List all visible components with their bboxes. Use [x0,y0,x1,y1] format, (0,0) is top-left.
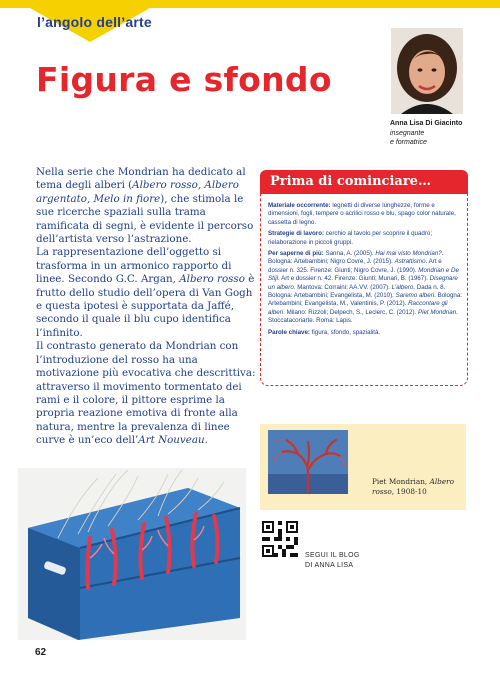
painting-image [268,430,348,494]
painting-caption [372,477,464,497]
bibliography-entry [268,250,462,326]
materials-entry [268,202,462,227]
section-label: l’angolo dell’arte [37,14,152,30]
page-title: Figura e sfondo [36,60,332,99]
materials-text: legnetti di diverse lunghezze, forme e dimensioni, fogli, tempere o acrilici rosso e blu, spago color naturale, cassetta di legno. [268,202,456,226]
sculpture-photo [18,468,246,640]
keywords-entry [268,329,462,337]
bibliography-text: Sanna, A. (2005). Hai mai visto Mondrian?. Bologna: Artebambini; Nigro Covre, J. (2015). Astrattismo. Art e dossier n. 325. Firenze: Giunti; Nigro Covre, J. (1990). Mondrian e De Stijl. Art e dossier n. 42. Firenze: Giunti; Munari, B. (1967). Disegnare un albero. Mantova: Corraini; AA.VV. (2007). L’albero. Dada n. 8. Bologna: Artebambini; Evangelista, M. (2010). Saremo alberi. Bologna: Artebambini; Evangelista, M., Valentinis, P. (2012). Raccontare gli alberi. Milano: Rizzoli; Delpech, S., Leclerc, C. (2012). Piet Mondrian. Stoccatacoriarte. Roma: Lapis. [268,250,463,325]
qr-code[interactable] [262,521,298,557]
caption-title: Albero rosso [372,477,455,496]
blog-line1: SEGUI IL BLOG [305,552,360,559]
author-role-line2: e formatrice [390,139,427,146]
info-box-body [268,202,462,340]
author-role-line1: insegnante [390,130,425,137]
article-paragraph: Nella serie che Mondrian ha dedicato al tema degli alberi (Albero rosso, Albero argentato, Melo in fiore), che stimola le sue ricerche spaziali sulla trama ramificata di segni, è evidente il percorso dell’artista verso l’astrazione. [36,166,254,246]
author-photo [391,28,463,114]
article-paragraph: La rappresentazione dell’oggetto si trasforma in un armonico rapporto di linee. Secondo G.C. Argan, Albero rosso è frutto dello studio dell’opera di Van Gogh e questa ipotesi è supportata da Jaffé, secondo il quale il blu cupo identifica l’infinito. [36,246,255,339]
article-paragraph: Il contrasto generato da Mondrian con l’introduzione del rosso ha una motivazione più evocativa che descrittiva: attraverso il movimento tormentato dei rami e il colore, il pittore esprime la propria reazione emotiva di fronte alla natura, mentre la prevalenza di linee curve è un’eco dell’Art Nouveau. [36,340,256,447]
keywords-label: Parole chiave: [268,328,310,336]
page-number: 62 [35,647,47,658]
strategies-label: Strategie di lavoro: [268,230,325,238]
caption-artist: Piet Mondrian, [372,477,428,486]
info-box-title: Prima di cominciare… [260,170,468,194]
bibliography-label: Per saperne di più: [268,250,324,258]
author-name: Anna Lisa Di Giacinto [390,120,463,127]
blog-line2: DI ANNA LISA [305,562,354,569]
article-body [36,166,258,448]
blog-promo[interactable] [305,551,360,571]
keywords-text: figura, sfondo, spazialità. [311,328,381,336]
strategies-entry [268,230,462,247]
materials-label: Materiale occorrente: [268,202,331,209]
header-bar [0,0,500,8]
author-role [390,129,470,147]
caption-date: , 1908-10 [391,487,427,496]
strategies-text: cerchio al tavolo per scoprire il quadro; rielaborazione in piccoli gruppi. [268,230,433,246]
